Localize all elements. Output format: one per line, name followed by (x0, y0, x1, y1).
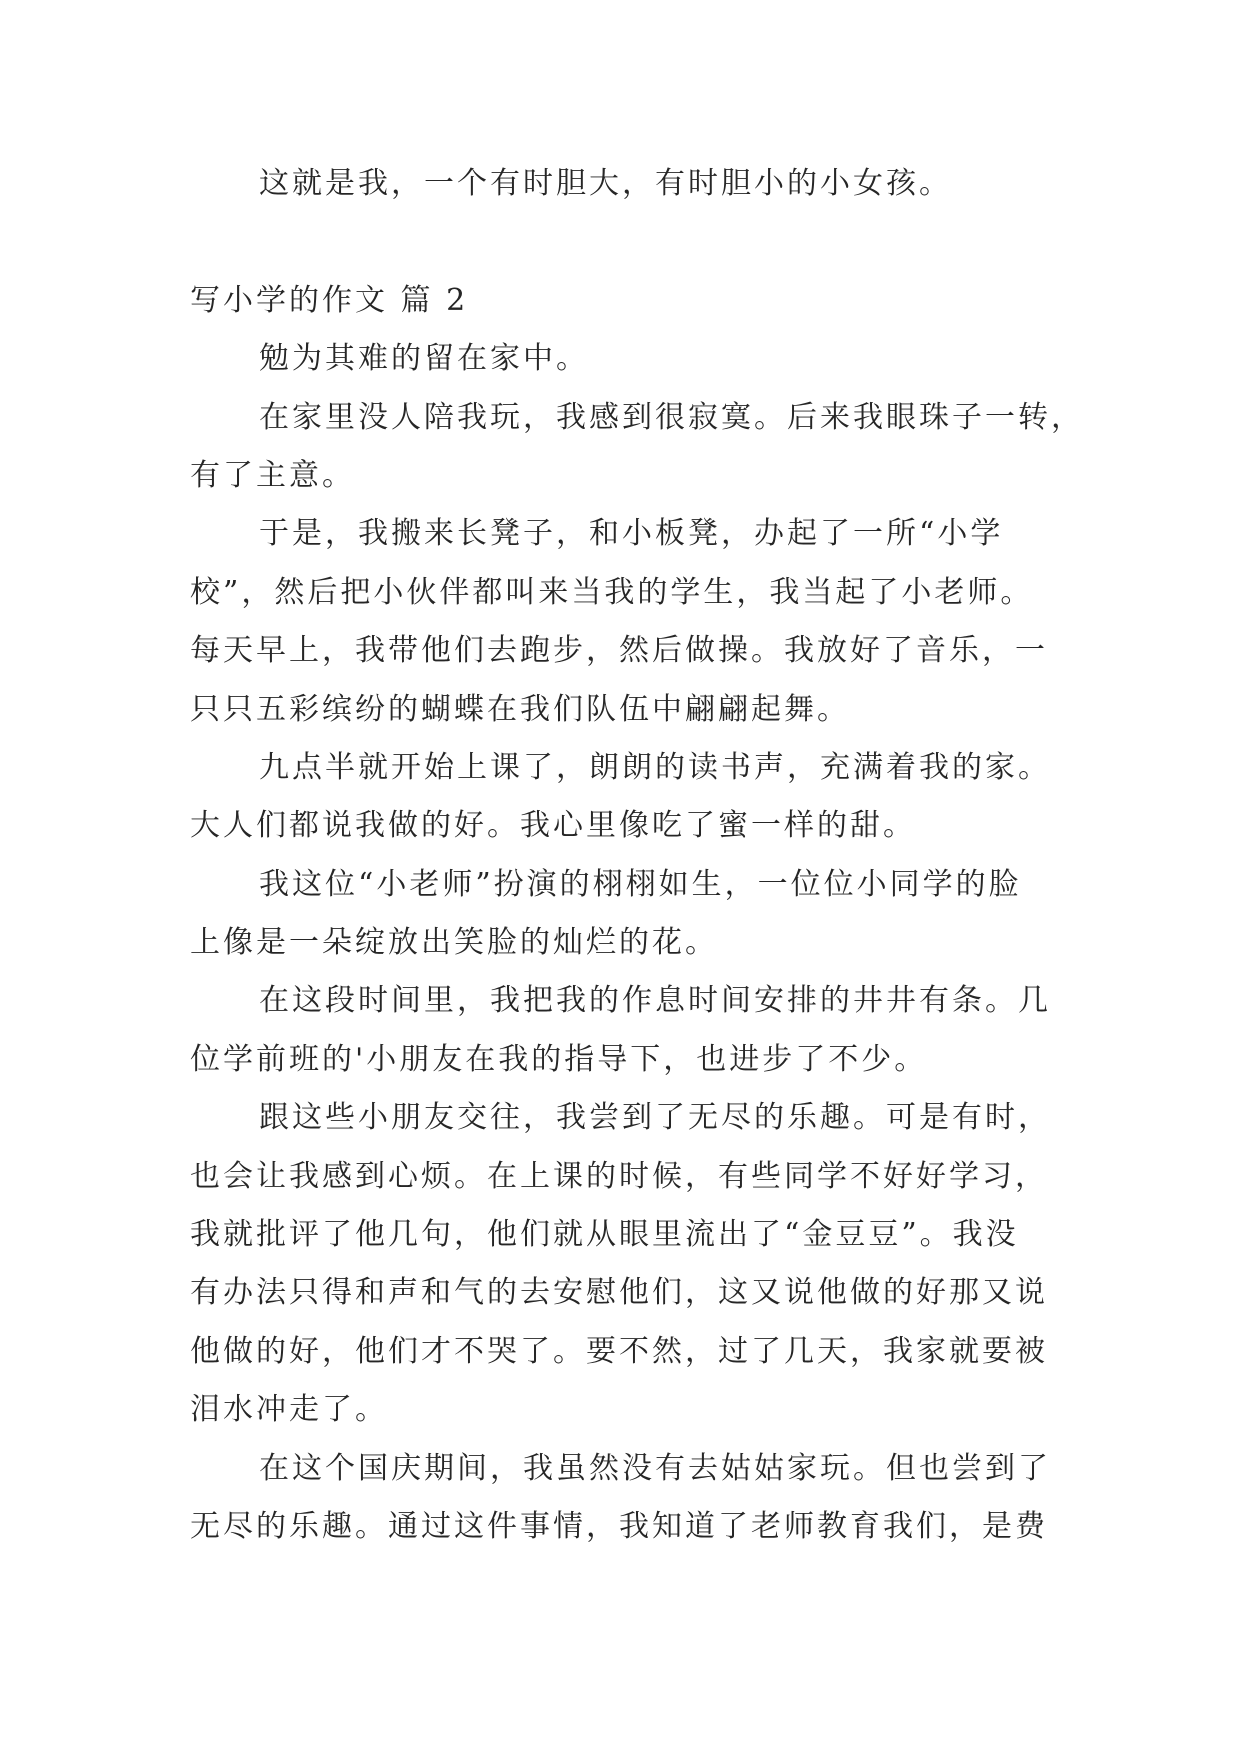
text-line: 在这个国庆期间，我虽然没有去姑姑家玩。但也尝到了 (259, 1450, 1051, 1486)
text-line: 这就是我，一个有时胆大，有时胆小的小女孩。 (259, 166, 952, 201)
text-line: 勉为其难的留在家中。 (259, 341, 589, 377)
paragraph-3 (190, 505, 1121, 739)
text-line: 跟这些小朋友交往，我尝到了无尽的乐趣。可是有时， (259, 1100, 1051, 1136)
blank-line (190, 213, 1121, 271)
text-line: 只只五彩缤纷的蝴蝶在我们队伍中翩翩起舞。 (190, 691, 850, 727)
text-line: 每天早上，我带他们去跑步，然后做操。我放好了音乐，一 (190, 633, 1048, 669)
text-line: 我就批评了他几句，他们就从眼里流出了“金豆豆”。我没 (190, 1217, 1019, 1253)
paragraph-4 (190, 739, 1121, 856)
text-line: 在家里没人陪我玩，我感到很寂寞。后来我眼珠子一转， (259, 399, 1084, 435)
section-heading: 写小学的作文 篇 2 (190, 282, 469, 318)
paragraph-2 (190, 389, 1121, 506)
paragraph-6 (190, 972, 1121, 1089)
paragraph-8 (190, 1440, 1121, 1557)
text-line: 大人们都说我做的好。我心里像吃了蜜一样的甜。 (190, 808, 916, 844)
paragraph-1 (190, 330, 1121, 388)
paragraph-7 (190, 1089, 1121, 1439)
text-line: 也会让我感到心烦。在上课的时候，有些同学不好好学习， (190, 1158, 1048, 1194)
text-line: 我这位“小老师”扮演的栩栩如生，一位位小同学的脸 (259, 866, 1022, 902)
text-line: 九点半就开始上课了，朗朗的读书声，充满着我的家。 (259, 749, 1051, 785)
text-line: 泪水冲走了。 (190, 1392, 388, 1428)
text-line: 他做的好，他们才不哭了。要不然，过了几天，我家就要被 (190, 1333, 1048, 1369)
text-line: 有办法只得和声和气的去安慰他们，这又说他做的好那又说 (190, 1275, 1048, 1311)
text-line: 在这段时间里，我把我的作息时间安排的井井有条。几 (259, 983, 1051, 1019)
intro-paragraph (190, 155, 1121, 213)
text-line: 无尽的乐趣。通过这件事情，我知道了老师教育我们，是费 (190, 1508, 1048, 1544)
text-line: 有了主意。 (190, 457, 355, 493)
text-line: 位学前班的'小朋友在我的指导下，也进步了不少。 (190, 1041, 928, 1077)
text-line: 上像是一朵绽放出笑脸的灿烂的花。 (190, 925, 718, 961)
text-line: 校”，然后把小伙伴都叫来当我的学生，我当起了小老师。 (190, 574, 1034, 610)
paragraph-5 (190, 856, 1121, 973)
text-line: 于是，我搬来长凳子，和小板凳，办起了一所“小学 (259, 516, 1004, 552)
